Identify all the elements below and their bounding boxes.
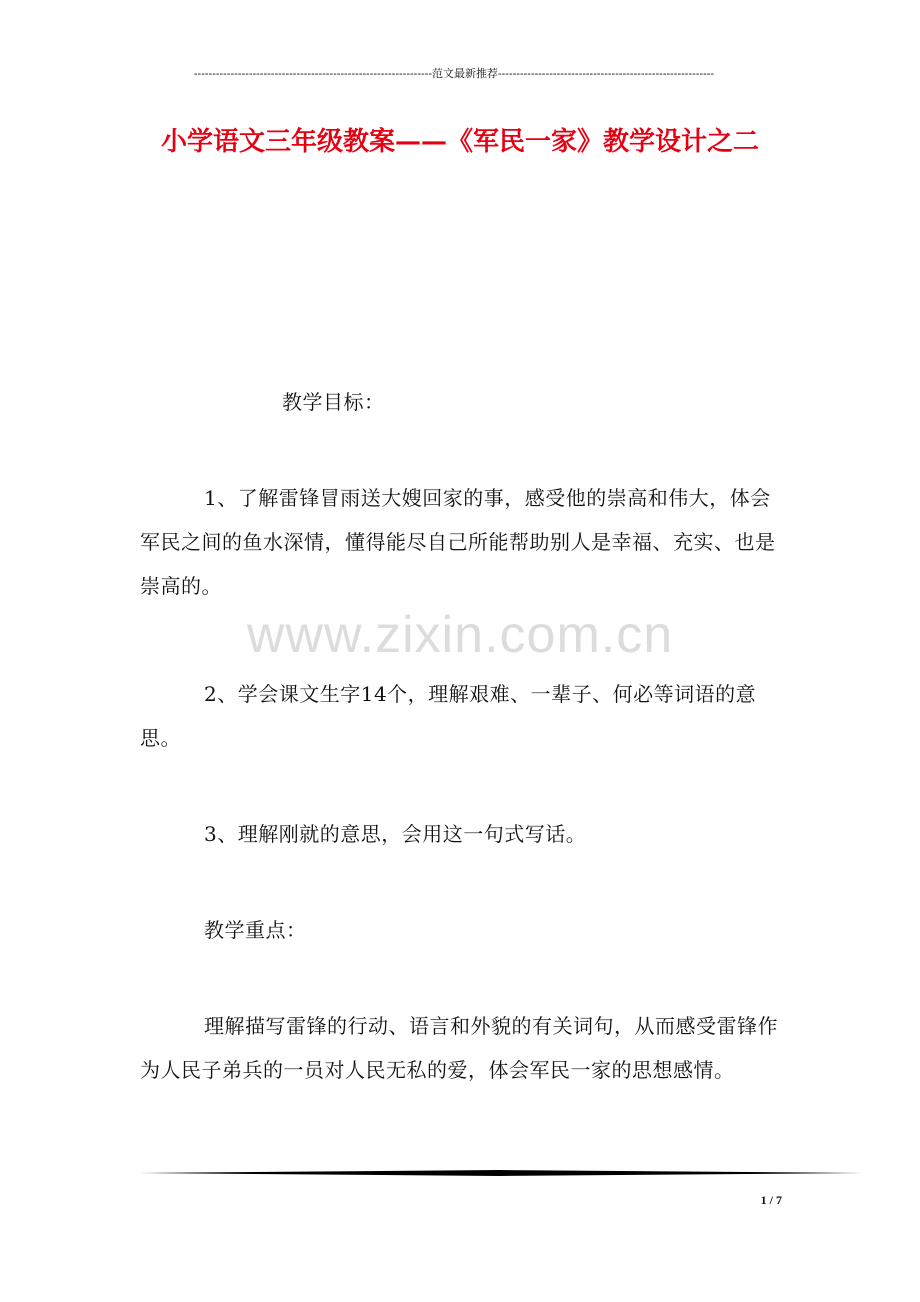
paragraph-objective-2: 2、学会课文生字14个，理解艰难、一辈子、何必等词语的意思。 — [140, 682, 757, 750]
page-number: 1 / 7 — [760, 1193, 782, 1207]
footer-divider — [140, 1167, 862, 1179]
section-heading-objectives: 教学目标： — [282, 390, 385, 414]
paragraph-key-points: 理解描写雷锋的行动、语言和外貌的有关词句，从而感受雷锋作为人民子弟兵的一员对人民无私的爱，体会军民一家的思想感情。 — [140, 1014, 778, 1082]
section-heading-key-points: 教学重点： — [204, 918, 307, 942]
document-title: 小学语文三年级教案——《军民一家》教学设计之二 — [160, 127, 759, 157]
watermark-text: www.zixin.com.cn — [246, 606, 674, 664]
header-banner: -----------------------------------------------------------------范文最新推荐----------------------------------------------------------- — [193, 68, 715, 80]
paragraph-objective-3: 3、理解刚就的意思，会用这一句式写话。 — [204, 822, 587, 846]
paragraph-objective-1: 1、了解雷锋冒雨送大嫂回家的事，感受他的崇高和伟大，体会军民之间的鱼水深情，懂得能尽自己所能帮助别人是幸福、充实、也是崇高的。 — [140, 486, 776, 598]
